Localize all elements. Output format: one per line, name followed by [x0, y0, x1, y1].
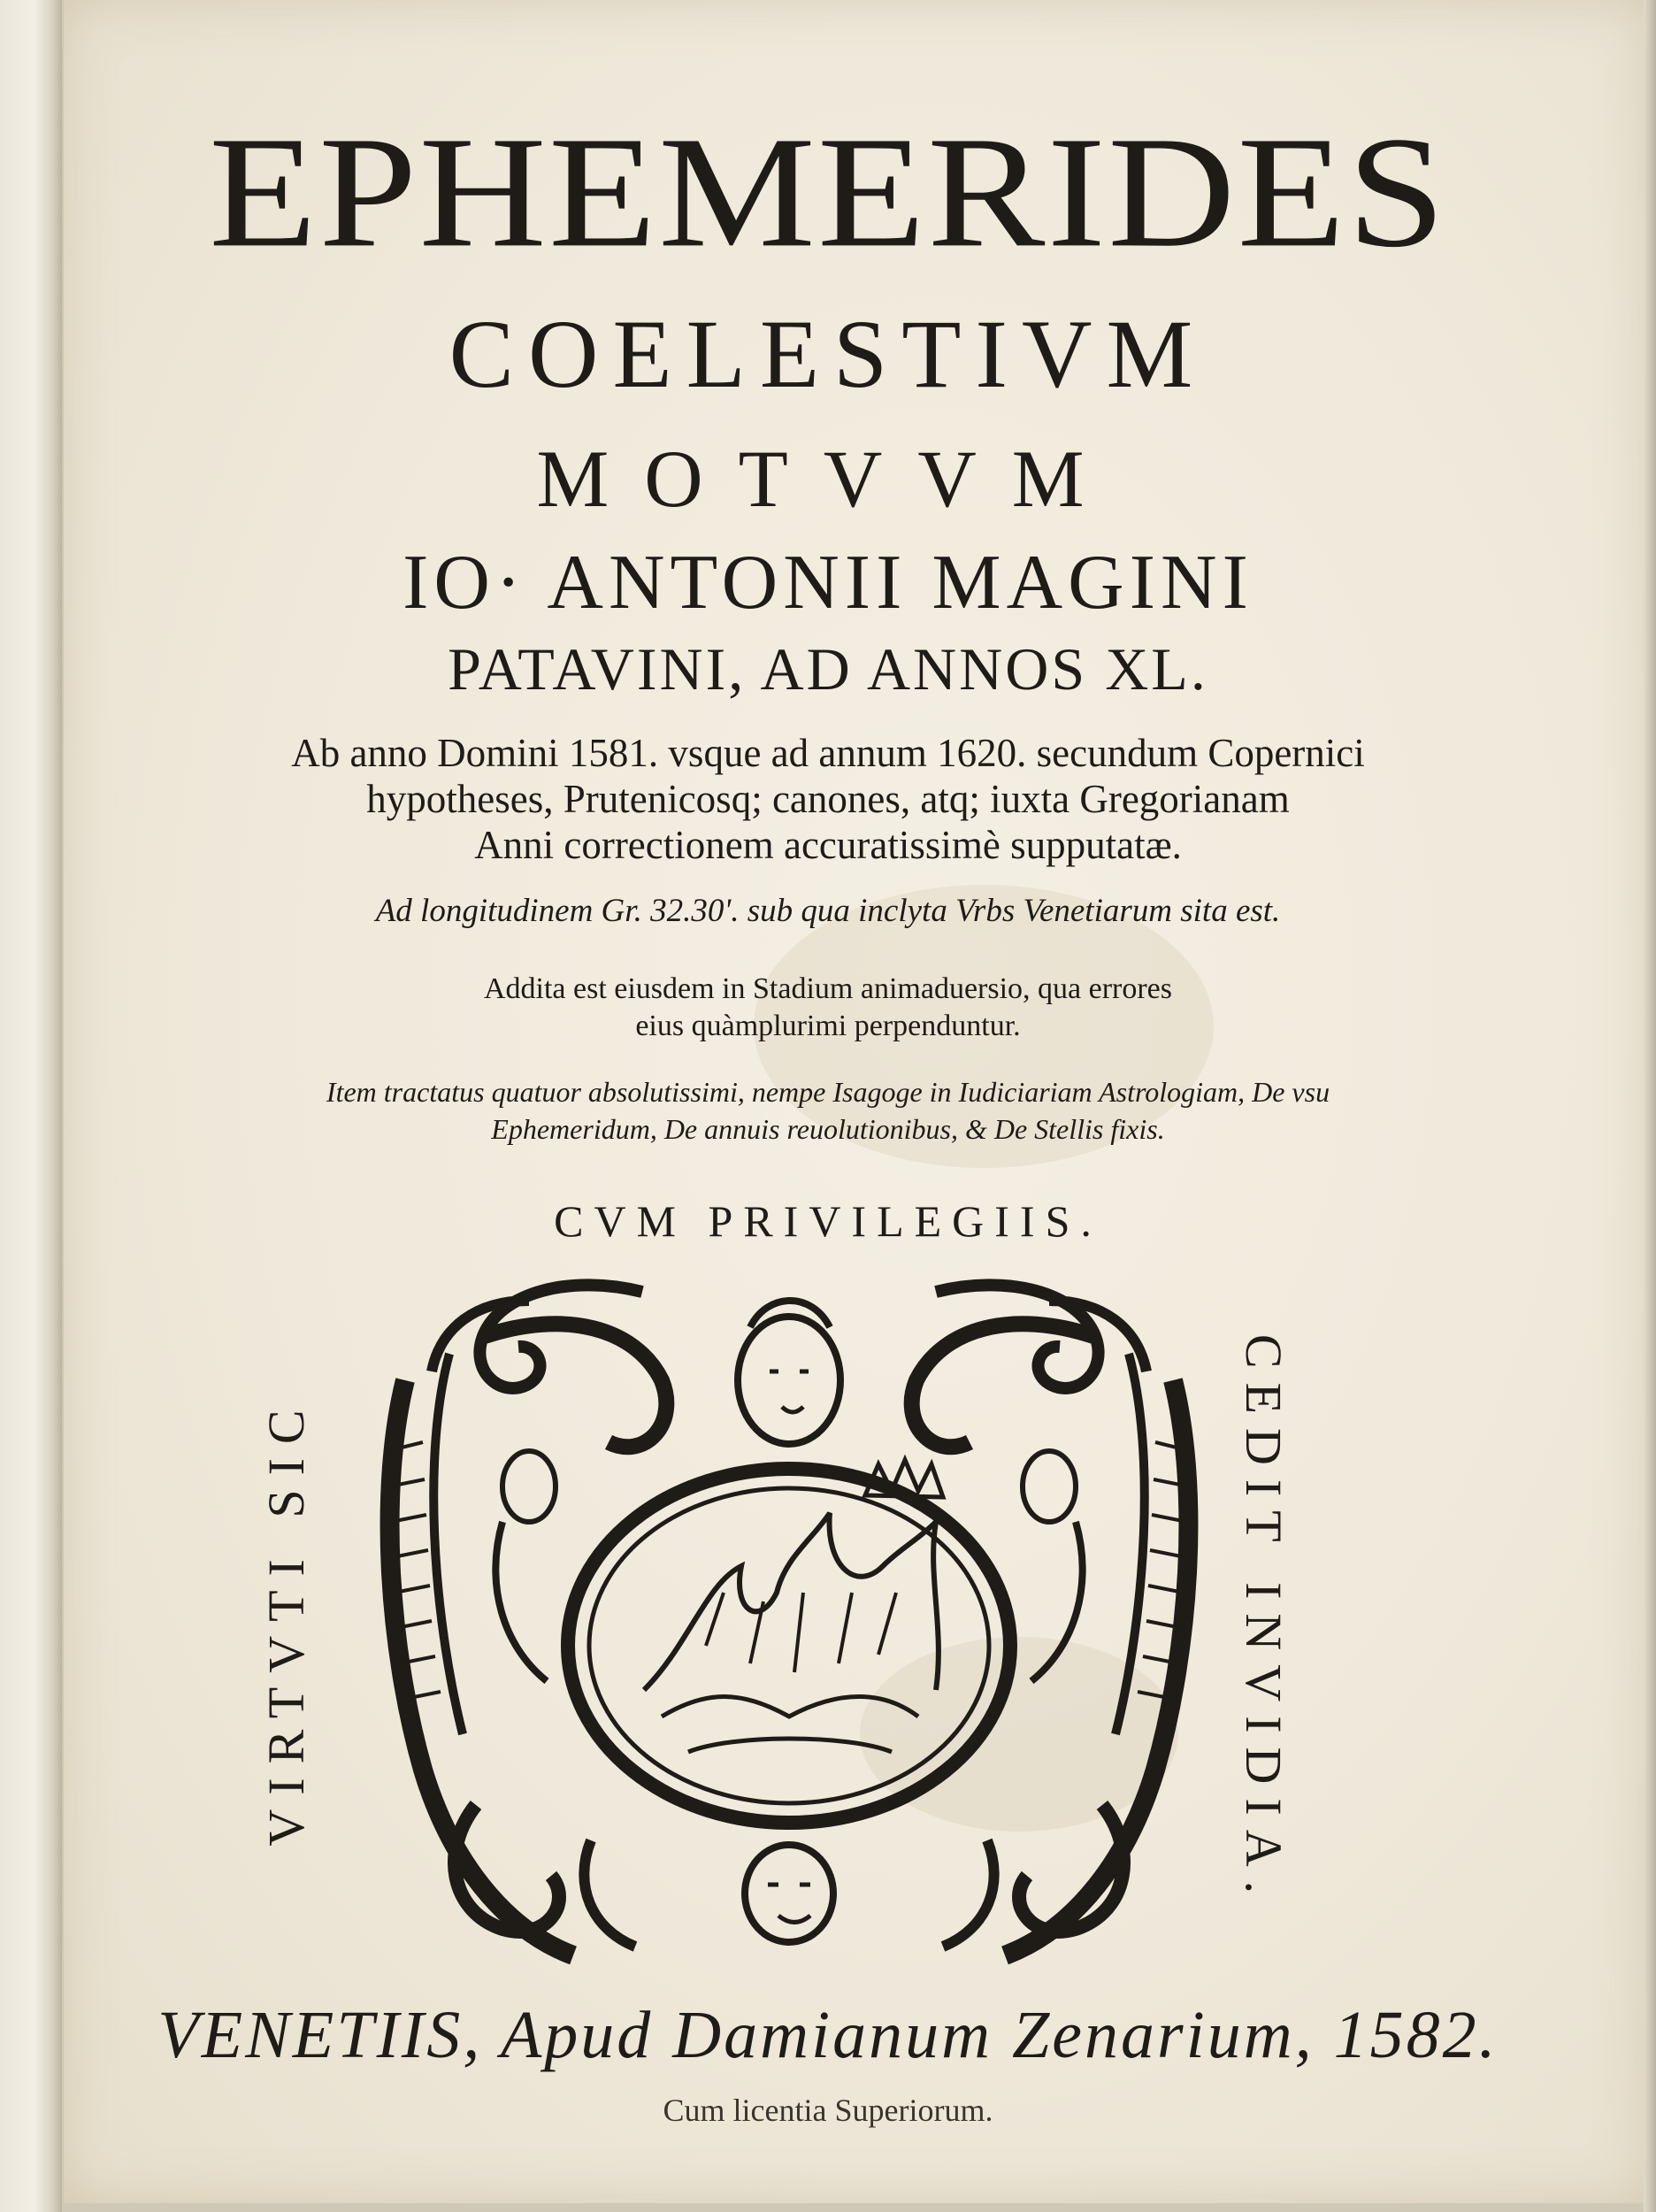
author-origin: PATAVINI, AD ANNOS XL.: [448, 635, 1208, 703]
description-line: Anni correctionem accuratissimè supputatæ.: [474, 823, 1182, 867]
license-line: Cum licentia Superiorum.: [663, 2093, 993, 2128]
imprint-line: VENETIIS, Apud Damianum Zenarium, 1582.: [157, 1998, 1499, 2072]
motto-right-text: CEDIT INVIDIA.: [1235, 1333, 1292, 1909]
addita-block: [0, 971, 1656, 1045]
addita-line: eius quàmplurimi perpenduntur.: [635, 1010, 1021, 1042]
privilege-line: CVM PRIVILEGIIS.: [554, 1196, 1102, 1246]
author-name: IO· ANTONII MAGINI: [402, 540, 1254, 626]
longitude-line: Ad longitudinem Gr. 32.30'. sub qua inclyta Vrbs Venetiarum sita est.: [375, 893, 1281, 929]
addita-line: Addita est eiusdem in Stadium animaduersio, qua errores: [483, 972, 1173, 1005]
treatises-line: Item tractatus quatuor absolutissimi, nempe Isagoge in Iudiciariam Astrologiam, De vsu: [326, 1076, 1330, 1108]
book-title: EPHEMERIDES: [209, 104, 1447, 280]
subtitle-line-1: COELESTIVM: [448, 300, 1208, 408]
description-block: [0, 730, 1656, 868]
treatises-line: Ephemeridum, De annuis reuolutionibus, & De Stellis fixis.: [491, 1113, 1165, 1145]
subtitle-line-2: MOTVVM: [536, 434, 1120, 524]
description-line: hypotheses, Prutenicosq; canones, atq; iuxta Gregorianam: [366, 777, 1290, 821]
description-line: Ab anno Domini 1581. vsque ad annum 1620. secundum Copernici: [291, 731, 1365, 775]
treatises-block: [0, 1073, 1656, 1148]
motto-left-text: VIRTVTI SIC: [257, 1395, 315, 1847]
printers-device-woodcut: [370, 1274, 1208, 1982]
